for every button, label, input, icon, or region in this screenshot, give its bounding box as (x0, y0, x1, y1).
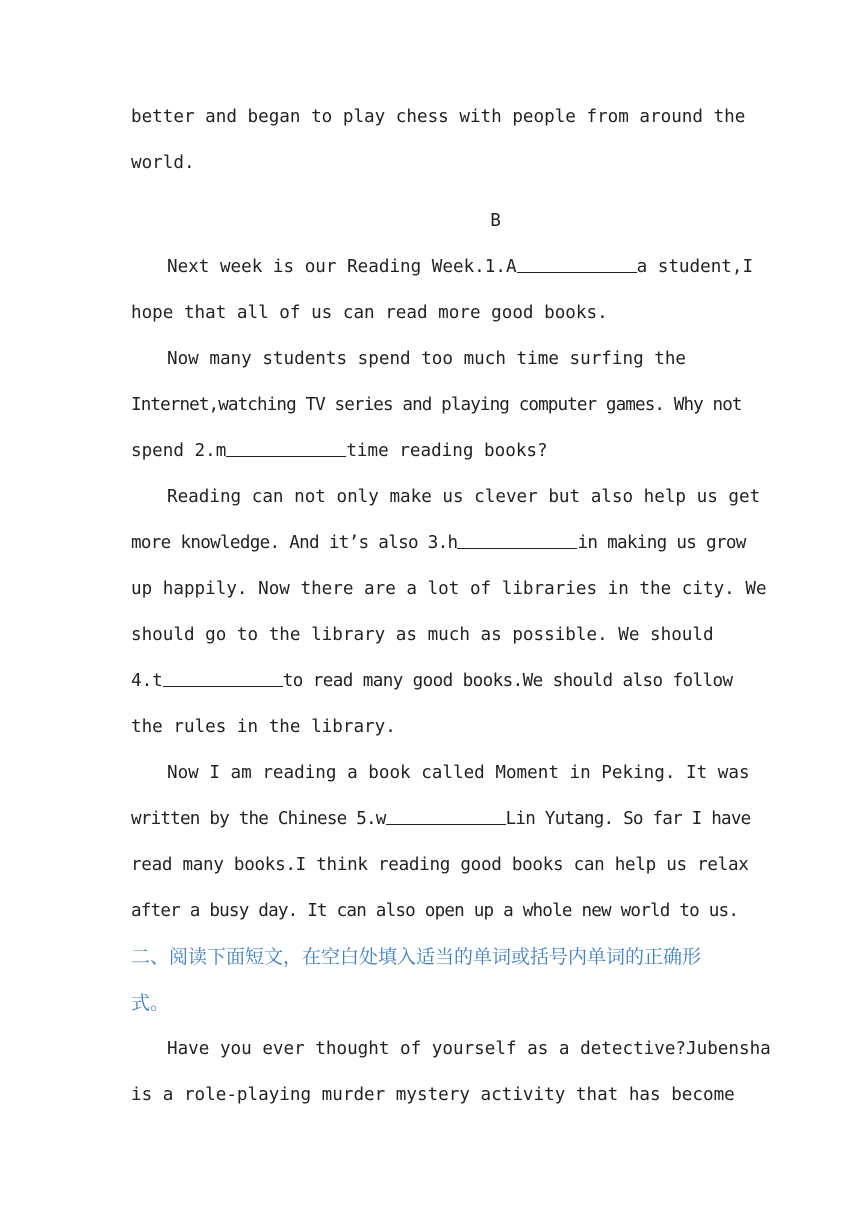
fill-blank-3[interactable] (457, 520, 577, 549)
line-text: to read many good books.We should also follow (282, 671, 733, 691)
text-line-2 (131, 140, 730, 186)
line-text: written by the Chinese 5.w (131, 809, 386, 829)
section-heading-line-1 (131, 934, 730, 980)
line-text: read many books.I think reading good books can help us relax (131, 855, 749, 875)
text-line-10 (131, 566, 767, 612)
document-page (131, 94, 771, 1118)
line-text: Have you ever thought of yourself as a detective?Jubensha (167, 1039, 771, 1059)
line-text: is a role-playing murder mystery activity that has become (131, 1085, 735, 1105)
line-text: better and began to play chess with people from around the (131, 107, 746, 127)
heading-text: 二、阅读下面短文，在空白处填入适当的单词或括号内单词的正确形 (131, 946, 702, 968)
line-text: Now I am reading a book called Moment in Peking. It was (167, 763, 750, 783)
fill-blank-1[interactable] (517, 244, 637, 273)
text-line-1 (131, 94, 746, 140)
text-line-5 (131, 336, 730, 382)
text-line-14 (131, 750, 750, 796)
text-line-13 (131, 704, 730, 750)
line-text: Lin Yutang. So far I have (505, 809, 751, 829)
line-text: spend 2.m (131, 441, 227, 461)
text-line-16 (131, 842, 749, 888)
fill-blank-5[interactable] (386, 796, 506, 825)
text-line-15 (131, 796, 751, 842)
text-line-4 (131, 290, 730, 336)
heading-text: 式。 (131, 992, 170, 1014)
line-text: in making us grow (577, 533, 746, 553)
line-text: Now many students spend too much time surfing the (167, 349, 687, 369)
line-text: up happily. Now there are a lot of libraries in the city. We (131, 579, 767, 599)
section-letter: B (490, 211, 501, 231)
line-text: more knowledge. And it’s also 3.h (131, 533, 458, 553)
text-line-12 (131, 658, 733, 704)
line-text: Reading can not only make us clever but also help us get (167, 487, 761, 507)
text-line-7 (131, 428, 730, 474)
line-text: 4.t (131, 671, 163, 691)
section-label-b (131, 198, 730, 244)
fill-blank-2[interactable] (226, 428, 346, 457)
line-text: the rules in the library. (131, 717, 396, 737)
text-line-3 (131, 244, 754, 290)
line-text: should go to the library as much as possible. We should (131, 625, 714, 645)
line-text: hope that all of us can read more good books. (131, 303, 608, 323)
line-text: world. (131, 153, 195, 173)
line-text: Internet,watching TV series and playing computer games. Why not (131, 395, 742, 415)
text-line-6 (131, 382, 742, 428)
line-text: Next week is our Reading Week.1.A (167, 257, 517, 277)
section-heading-line-2 (131, 980, 730, 1026)
text-line-19 (131, 1072, 735, 1118)
text-line-8 (131, 474, 761, 520)
text-line-17 (131, 888, 739, 934)
text-line-11 (131, 612, 730, 658)
line-text: after a busy day. It can also open up a whole new world to us. (131, 901, 739, 921)
line-text: a student,I (636, 257, 754, 277)
text-line-18 (131, 1026, 771, 1072)
fill-blank-4[interactable] (163, 658, 283, 687)
line-text: time reading books? (346, 441, 548, 461)
text-line-9 (131, 520, 746, 566)
